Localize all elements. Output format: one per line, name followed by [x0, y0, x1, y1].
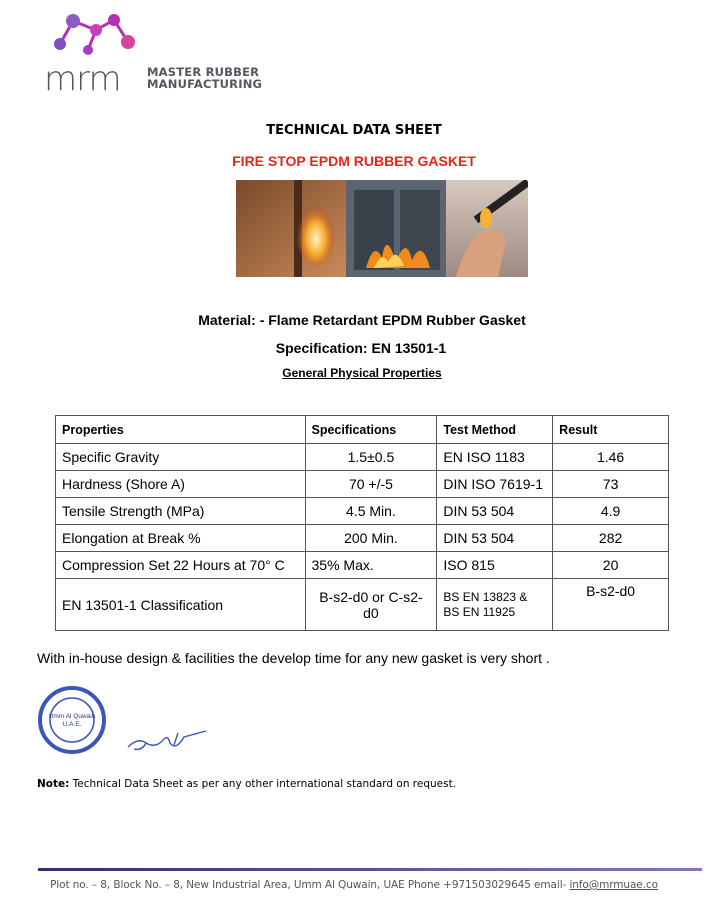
material-line: Material: - Flame Retardant EPDM Rubber Gasket	[198, 312, 526, 328]
stamp-line2: U.A.E.	[62, 721, 82, 728]
note-label: Note:	[37, 778, 70, 790]
property-cell: Elongation at Break %	[56, 525, 306, 552]
footer-divider	[38, 868, 702, 871]
note-text: Technical Data Sheet as per any other international standard on request.	[69, 778, 457, 790]
result-cell: 282	[553, 525, 669, 552]
column-header: Test Method	[437, 416, 553, 444]
spec-cell: 70 +/-5	[305, 471, 437, 498]
result-cell: 73	[553, 471, 669, 498]
result-cell: 1.46	[553, 444, 669, 471]
properties-heading: General Physical Properties	[282, 366, 442, 380]
method-cell: EN ISO 1183	[437, 444, 553, 471]
column-header: Specifications	[305, 416, 437, 444]
company-name-line2: MANUFACTURING	[147, 77, 263, 91]
method-cell: ISO 815	[437, 552, 553, 579]
product-title: FIRE STOP EPDM RUBBER GASKET	[232, 153, 476, 169]
specification-line: Specification: EN 13501-1	[275, 340, 447, 356]
method-cell: DIN 53 504	[437, 498, 553, 525]
property-cell: EN 13501-1 Classification	[56, 579, 306, 631]
document-title: TECHNICAL DATA SHEET	[266, 123, 442, 138]
footer-email-link[interactable]: info@mrmuae.co	[569, 879, 658, 891]
result-cell: 4.9	[553, 498, 669, 525]
property-cell: Compression Set 22 Hours at 70° C	[56, 552, 306, 579]
spec-cell: 1.5±0.5	[305, 444, 437, 471]
property-cell: Hardness (Shore A)	[56, 471, 306, 498]
spec-cell: 4.5 Min.	[305, 498, 437, 525]
remark-text: With in-house design & facilities the develop time for any new gasket is very short .	[37, 650, 550, 666]
spec-cell: B-s2-d0 or C-s2-d0	[305, 579, 437, 631]
column-header: Result	[553, 416, 669, 444]
result-cell: 20	[553, 552, 669, 579]
table-row	[56, 579, 669, 631]
table-row	[56, 552, 669, 579]
method-line: BS EN 13823 &	[443, 589, 528, 604]
method-cell: DIN ISO 7619-1	[437, 471, 553, 498]
method-line: BS EN 11925	[443, 604, 516, 619]
result-cell: B-s2-d0	[553, 579, 669, 631]
method-cell	[437, 579, 553, 631]
table-row	[56, 525, 669, 552]
logo-letters: mrm	[44, 59, 121, 99]
company-stamp-icon	[36, 686, 108, 754]
method-cell: DIN 53 504	[437, 525, 553, 552]
spec-cell: 200 Min.	[305, 525, 437, 552]
note	[37, 778, 456, 790]
table-header-row	[56, 416, 669, 444]
signature-icon	[124, 725, 210, 755]
property-cell: Tensile Strength (MPa)	[56, 498, 306, 525]
spec-cell: 35% Max.	[305, 552, 437, 579]
footer-address: Plot no. – 8, Block No. – 8, New Industrial Area, Umm Al Quwain, UAE Phone +971503029645 email-	[50, 879, 570, 891]
footer	[0, 879, 708, 891]
company-name-line1: MASTER RUBBER	[147, 65, 260, 79]
company-logo	[38, 8, 270, 99]
molecule-logo-icon	[38, 8, 148, 66]
table-row	[56, 498, 669, 525]
stamp-line1: Umm Al Quwain	[48, 713, 96, 720]
fire-test-photo	[236, 180, 528, 277]
column-header: Properties	[56, 416, 306, 444]
properties-table	[55, 415, 669, 631]
table-row	[56, 444, 669, 471]
property-cell: Specific Gravity	[56, 444, 306, 471]
table-row	[56, 471, 669, 498]
company-name	[147, 66, 262, 90]
